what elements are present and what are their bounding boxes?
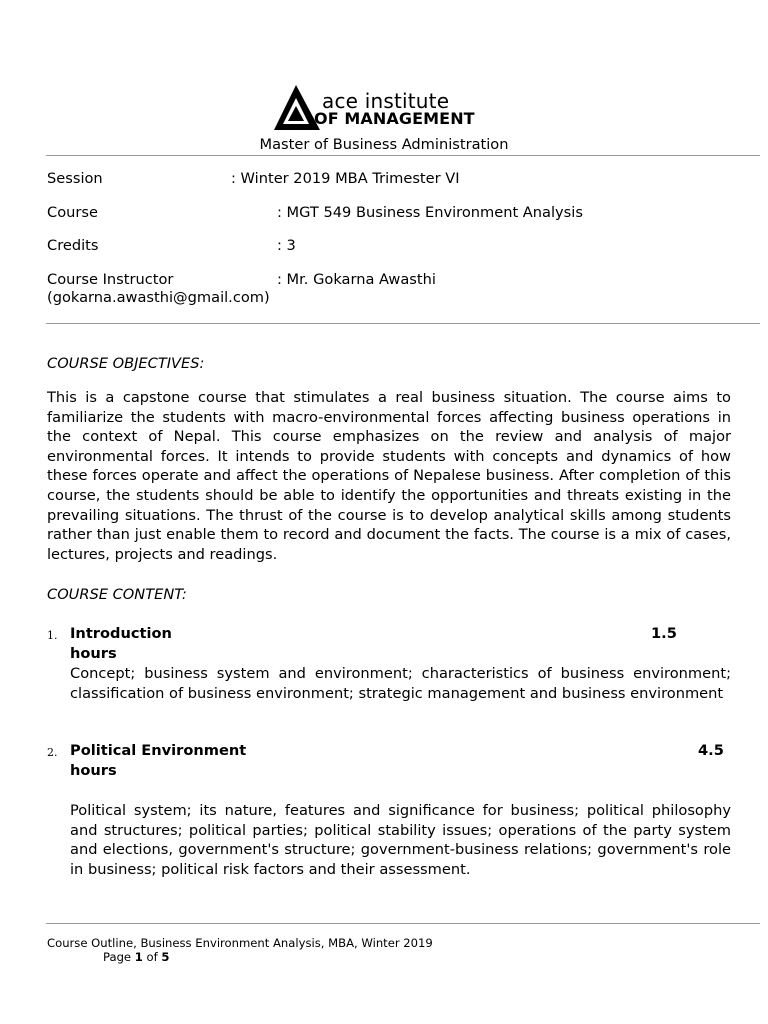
page-total: 5 xyxy=(161,950,170,964)
instructor-email: (gokarna.awasthi@gmail.com) xyxy=(47,289,270,306)
item-1-description: Concept; business system and environment; characteristics of business environment; classification of business environment; strategic management and business environment xyxy=(70,665,731,702)
item-1-hours-unit: hours xyxy=(70,645,117,662)
instructor-value: : Mr. Gokarna Awasthi xyxy=(277,271,436,288)
objectives-text: This is a capstone course that stimulates a real business situation. The course aims to familiarize the students with macro-environmental forces affecting business operations in the context of Nepal. This course emphasizes on the review and analysis of major environmental forces. It intends to provide students with concepts and dynamics of how these forces operate and affect the operations of Nepalese business. After completion of this course, the students should be able to identify the opportunities and threats existing in the prevailing situations. The thrust of the course is to develop analytical skills among students rather than just enable them to record and document the facts. The course is a mix of cases, lectures, projects and readings. xyxy=(47,389,731,563)
credits-value: : 3 xyxy=(277,237,296,254)
logo-line1: ace institute xyxy=(322,89,450,113)
divider-top xyxy=(46,155,760,156)
program-title: Master of Business Administration xyxy=(259,136,509,153)
session-value: : Winter 2019 MBA Trimester VI xyxy=(231,170,460,187)
page-word: Page xyxy=(103,950,132,964)
credits-label: Credits xyxy=(47,237,99,254)
item-2-hours-unit: hours xyxy=(70,762,117,779)
instructor-label: Course Instructor xyxy=(47,271,174,288)
institute-logo xyxy=(274,82,504,134)
page-indicator xyxy=(103,950,169,965)
of-word: of xyxy=(146,950,158,964)
course-label: Course xyxy=(47,204,98,221)
item-1-hours: 1.5 xyxy=(651,625,677,642)
item-1-title: Introduction xyxy=(70,625,172,642)
logo-line2: OF MANAGEMENT xyxy=(314,109,475,128)
divider-info xyxy=(46,323,760,324)
objectives-heading: COURSE OBJECTIVES: xyxy=(47,355,205,372)
item-2-number: 2. xyxy=(47,746,58,759)
item-2-description: Political system; its nature, features and significance for business; political philosophy and structures; political parties; political stability issues; operations of the party system and elections, government's structure; government-business relations; government's role in business; political risk factors and their assessment. xyxy=(70,802,731,878)
footer-title: Course Outline, Business Environment Analysis, MBA, Winter 2019 xyxy=(47,936,433,950)
item-1-number: 1. xyxy=(47,629,58,642)
session-label: Session xyxy=(47,170,103,187)
page-current: 1 xyxy=(134,950,143,964)
course-value: : MGT 549 Business Environment Analysis xyxy=(277,204,583,221)
content-heading: COURSE CONTENT: xyxy=(47,586,187,603)
item-2-hours: 4.5 xyxy=(698,742,724,759)
divider-footer xyxy=(46,923,760,924)
item-2-title: Political Environment xyxy=(70,742,247,759)
